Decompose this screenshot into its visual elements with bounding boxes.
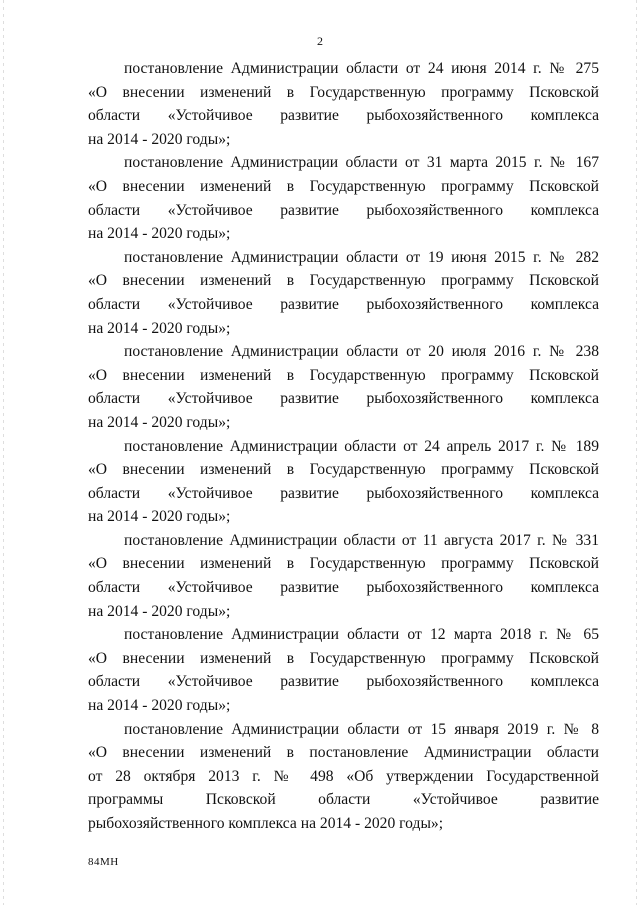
resolution-text-line: на 2014 - 2020 годы»; [88,602,231,620]
resolution-entry [88,529,599,623]
resolution-text-line: области «Устойчивое развитие рыбохозяйственного комплекса [88,201,599,219]
resolution-text-line: рыбохозяйственного комплекса на 2014 - 2020 годы»; [88,815,444,832]
resolution-heading-line: постановление Администрации области от 11 августа 2017 г. № 331 [124,531,599,549]
resolution-text-line: «О внесении изменений в Государственную программу Псковской [88,461,599,479]
resolution-text-line: на 2014 - 2020 годы»; [88,319,231,337]
document-body [88,57,599,836]
resolution-text-line: от 28 октября 2013 г. № 498 «Об утверждении Государственной [88,767,599,785]
resolution-text-line: области «Устойчивое развитие рыбохозяйственного комплекса [88,484,599,502]
resolution-entry [88,435,599,529]
resolution-text-line: области «Устойчивое развитие рыбохозяйственного комплекса [88,295,599,313]
resolution-entry [88,623,599,717]
resolution-text-line: области «Устойчивое развитие рыбохозяйственного комплекса [88,579,599,597]
resolution-entry [88,718,599,836]
resolution-text-line: «О внесении изменений в Государственную программу Псковской [88,555,599,573]
resolution-entry [88,340,599,434]
page-number: 2 [317,34,323,48]
resolution-heading-line: постановление Администрации области от 20 июля 2016 г. № 238 [124,343,599,361]
scan-edge-left [3,0,4,905]
resolution-text-line: на 2014 - 2020 годы»; [88,697,231,715]
resolution-text-line: на 2014 - 2020 годы»; [88,413,231,431]
resolution-entry [88,151,599,245]
resolution-heading-line: постановление Администрации области от 15 января 2019 г. № 8 [124,720,599,738]
resolution-heading-line: постановление Администрации области от 24 июня 2014 г. № 275 [124,60,599,77]
resolution-text-line: области «Устойчивое развитие рыбохозяйственного комплекса [88,673,599,691]
document-code: 84МН [88,856,119,868]
scan-edge-right [636,0,637,905]
resolution-heading-line: постановление Администрации области от 31 марта 2015 г. № 167 [124,154,599,172]
resolution-text-line: области «Устойчивое развитие рыбохозяйственного комплекса [88,107,599,125]
resolution-entry [88,57,599,151]
resolution-text-line: на 2014 - 2020 годы»; [88,508,231,526]
resolution-text-line: «О внесении изменений в постановление Администрации области [88,744,599,762]
resolution-text-line: «О внесении изменений в Государственную программу Псковской [88,272,599,290]
resolution-text-line: «О внесении изменений в Государственную программу Псковской [88,83,599,101]
resolution-text-line: на 2014 - 2020 годы»; [88,225,231,243]
resolution-text-line: «О внесении изменений в Государственную программу Псковской [88,177,599,195]
resolution-entry [88,246,599,340]
resolution-text-line: программы Псковской области «Устойчивое развитие [88,791,599,809]
resolution-text-line: «О внесении изменений в Государственную программу Псковской [88,649,599,667]
resolution-text-line: «О внесении изменений в Государственную программу Псковской [88,366,599,384]
resolution-heading-line: постановление Администрации области от 12 марта 2018 г. № 65 [124,626,599,644]
resolution-heading-line: постановление Администрации области от 19 июня 2015 г. № 282 [124,248,599,266]
resolution-text-line: области «Устойчивое развитие рыбохозяйственного комплекса [88,390,599,408]
resolution-text-line: на 2014 - 2020 годы»; [88,130,231,148]
resolution-heading-line: постановление Администрации области от 24 апрель 2017 г. № 189 [124,437,599,455]
